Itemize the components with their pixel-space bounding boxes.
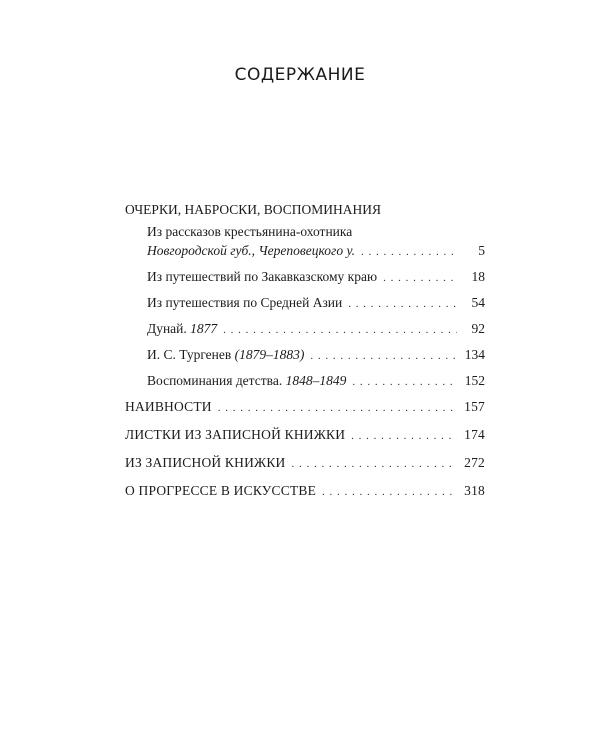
toc-entry-italic: 1848–1849 (285, 373, 347, 388)
leader-dots (310, 350, 457, 362)
toc-entry (125, 373, 485, 393)
toc-entry (125, 321, 485, 341)
toc-entry-label: Из рассказов крестьянина-охотника (147, 224, 353, 239)
toc-section-heading (125, 202, 485, 224)
toc-page-number: 318 (464, 483, 485, 498)
table-of-contents (125, 202, 485, 505)
page-title: СОДЕРЖАНИЕ (234, 65, 366, 85)
leader-dots (218, 402, 457, 414)
leader-dots (348, 298, 457, 310)
leader-dots (352, 376, 457, 388)
toc-entry-line (125, 224, 485, 243)
toc-entry (125, 347, 485, 367)
toc-section-label: НАИВНОСТИ (125, 399, 212, 414)
toc-section-label: О ПРОГРЕССЕ В ИСКУССТВЕ (125, 483, 317, 498)
leader-dots (383, 272, 457, 284)
leader-dots (361, 246, 457, 258)
leader-dots (351, 430, 457, 442)
toc-section (125, 483, 485, 505)
toc-page-number: 152 (464, 373, 485, 388)
toc-page-number: 134 (464, 347, 485, 362)
toc-entry (125, 243, 485, 263)
toc-entry (125, 295, 485, 315)
toc-section (125, 427, 485, 449)
toc-entry-label: Из путешествия по Средней Азии (147, 295, 343, 310)
toc-section-heading-label: ОЧЕРКИ, НАБРОСКИ, ВОСПОМИНАНИЯ (125, 202, 381, 217)
leader-dots (322, 486, 457, 498)
toc-page-number: 5 (478, 243, 485, 258)
toc-entry-italic: (1879–1883) (234, 347, 305, 362)
toc-entry-text: Воспоминания детства. (147, 373, 283, 388)
toc-page-number: 272 (464, 455, 485, 470)
toc-page-number: 18 (471, 269, 485, 284)
toc-page-number: 174 (464, 427, 485, 442)
toc-entry (125, 269, 485, 289)
toc-entry-italic: Новгородской губ., Череповецкого у. (147, 243, 355, 258)
leader-dots (291, 458, 457, 470)
toc-page-number: 92 (471, 321, 485, 336)
toc-page-number: 54 (471, 295, 485, 310)
toc-entry-label: Из путешествий по Закавказскому краю (147, 269, 378, 284)
toc-entry-label (147, 321, 217, 337)
leader-dots (223, 324, 457, 336)
toc-entry-label (147, 347, 304, 363)
toc-entry-label (147, 243, 355, 259)
toc-entry-text: И. С. Тургенев (147, 347, 232, 362)
toc-section (125, 399, 485, 421)
toc-section-label: ЛИСТКИ ИЗ ЗАПИСНОЙ КНИЖКИ (125, 427, 346, 442)
toc-entry-label (147, 373, 346, 389)
toc-entry-italic: 1877 (190, 321, 218, 336)
toc-section (125, 455, 485, 477)
toc-entry-text: Дунай. (147, 321, 187, 336)
toc-page-number: 157 (464, 399, 485, 414)
toc-section-label: ИЗ ЗАПИСНОЙ КНИЖКИ (125, 455, 286, 470)
